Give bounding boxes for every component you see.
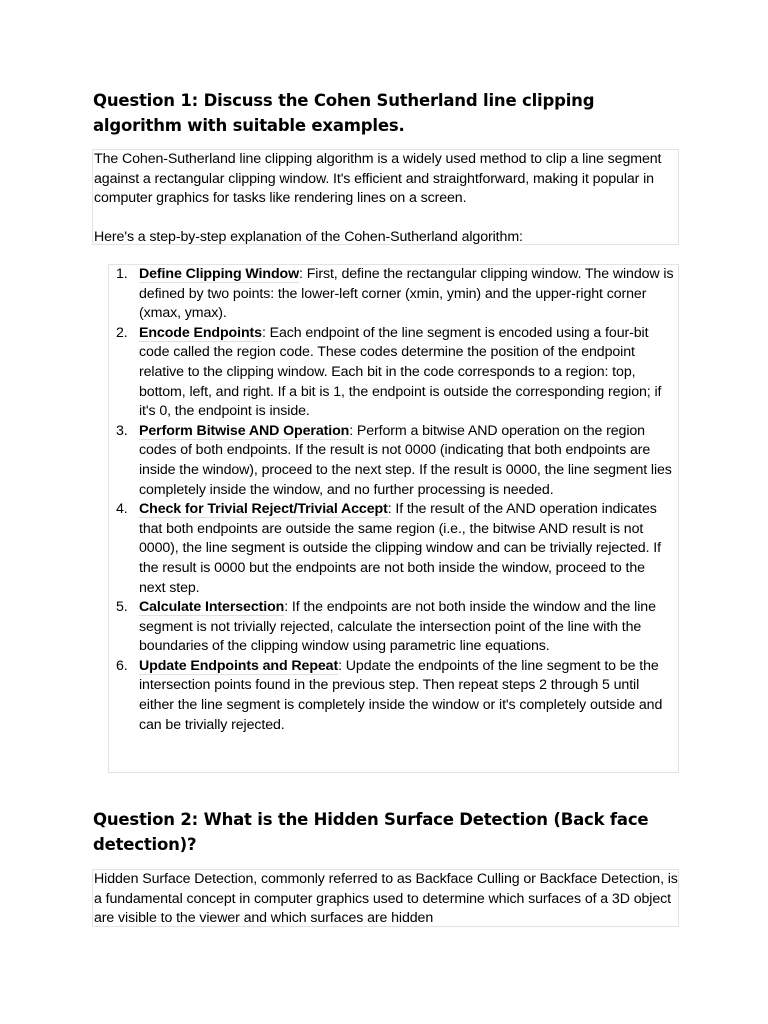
step-text: : If the endpoints are not both inside the window and the line segment is not trivially rejected, calculate the intersection point of the line with the boundaries of the clipping window using parametric line equations. [139,599,656,655]
question-2-intro: Hidden Surface Detection, commonly referred to as Backface Culling or Backface Detection, is a fundamental concept in computer graphics used to determine which surfaces of a 3D object are visible to the viewer and which surfaces are hidden [94,871,678,927]
step-term: Encode Endpoints [139,324,262,341]
step-number: 4. [116,501,128,518]
step-item [109,324,678,422]
step-number: 3. [116,422,128,439]
step-number: 6. [116,657,128,674]
steps-list [109,265,678,735]
step-term: Perform Bitwise AND Operation [139,422,350,439]
step-item [109,422,678,500]
step-number: 5. [116,599,128,616]
step-text: : Update the endpoints of the line segment to be the intersection points found in the previous step. Then repeat steps 2 through 5 until either the line segment is completely inside the window or it's completely outside and can be trivially rejected. [139,657,663,733]
step-term: Update Endpoints and Repeat [139,657,339,674]
step-text: : Perform a bitwise AND operation on the region codes of both endpoints. If the result is not 0000 (indicating that both endpoints are inside the window), proceed to the next step. If the result is 0000, the line segment lies completely inside the window, and no further processing is needed. [139,422,672,498]
step-term: Define Clipping Window [139,266,300,282]
question-1-intro-box [92,149,679,245]
step-text: : Each endpoint of the line segment is encoded using a four-bit code called the region code. These codes determine the position of the endpoint relative to the clipping window. Each bit in the code corresponds to a region: top, bottom, left, and right. If a bit is 1, the endpoint is outside the corresponding region; if it's 0, the endpoint is inside. [139,324,662,420]
question-1-heading: Question 1: Discuss the Cohen Sutherland line clipping algorithm with suitable examples. [93,91,595,135]
step-item [109,265,678,324]
step-text: : First, define the rectangular clipping window. The window is defined by two points: the lower-left corner (xmin, ymin) and the upper-right corner (xmax, ymax). [139,266,674,322]
question-1-steps-box [108,264,679,773]
step-item [109,500,678,598]
question-2-intro-box [92,869,679,927]
step-term: Calculate Intersection [139,599,285,616]
step-text: : If the result of the AND operation indicates that both endpoints are outside the same region (i.e., the bitwise AND result is not 0000), the line segment is outside the clipping window and can be trivially rejected. If the result is 0000 but the endpoints are not both inside the window, proceed to the next step. [139,501,661,596]
step-item [109,598,678,657]
step-number: 1. [116,266,128,282]
step-item [109,657,678,735]
step-term: Check for Trivial Reject/Trivial Accept [139,501,388,518]
question-2-heading: Question 2: What is the Hidden Surface Detection (Back face detection)? [93,810,649,854]
step-number: 2. [116,324,128,341]
question-1-lead: Here's a step-by-step explanation of the Cohen-Sutherland algorithm: [94,229,523,245]
question-1-intro: The Cohen-Sutherland line clipping algorithm is a widely used method to clip a line segment against a rectangular clipping window. It's efficient and straightforward, making it popular in computer graphics for tasks like rendering lines on a screen. [94,151,662,207]
